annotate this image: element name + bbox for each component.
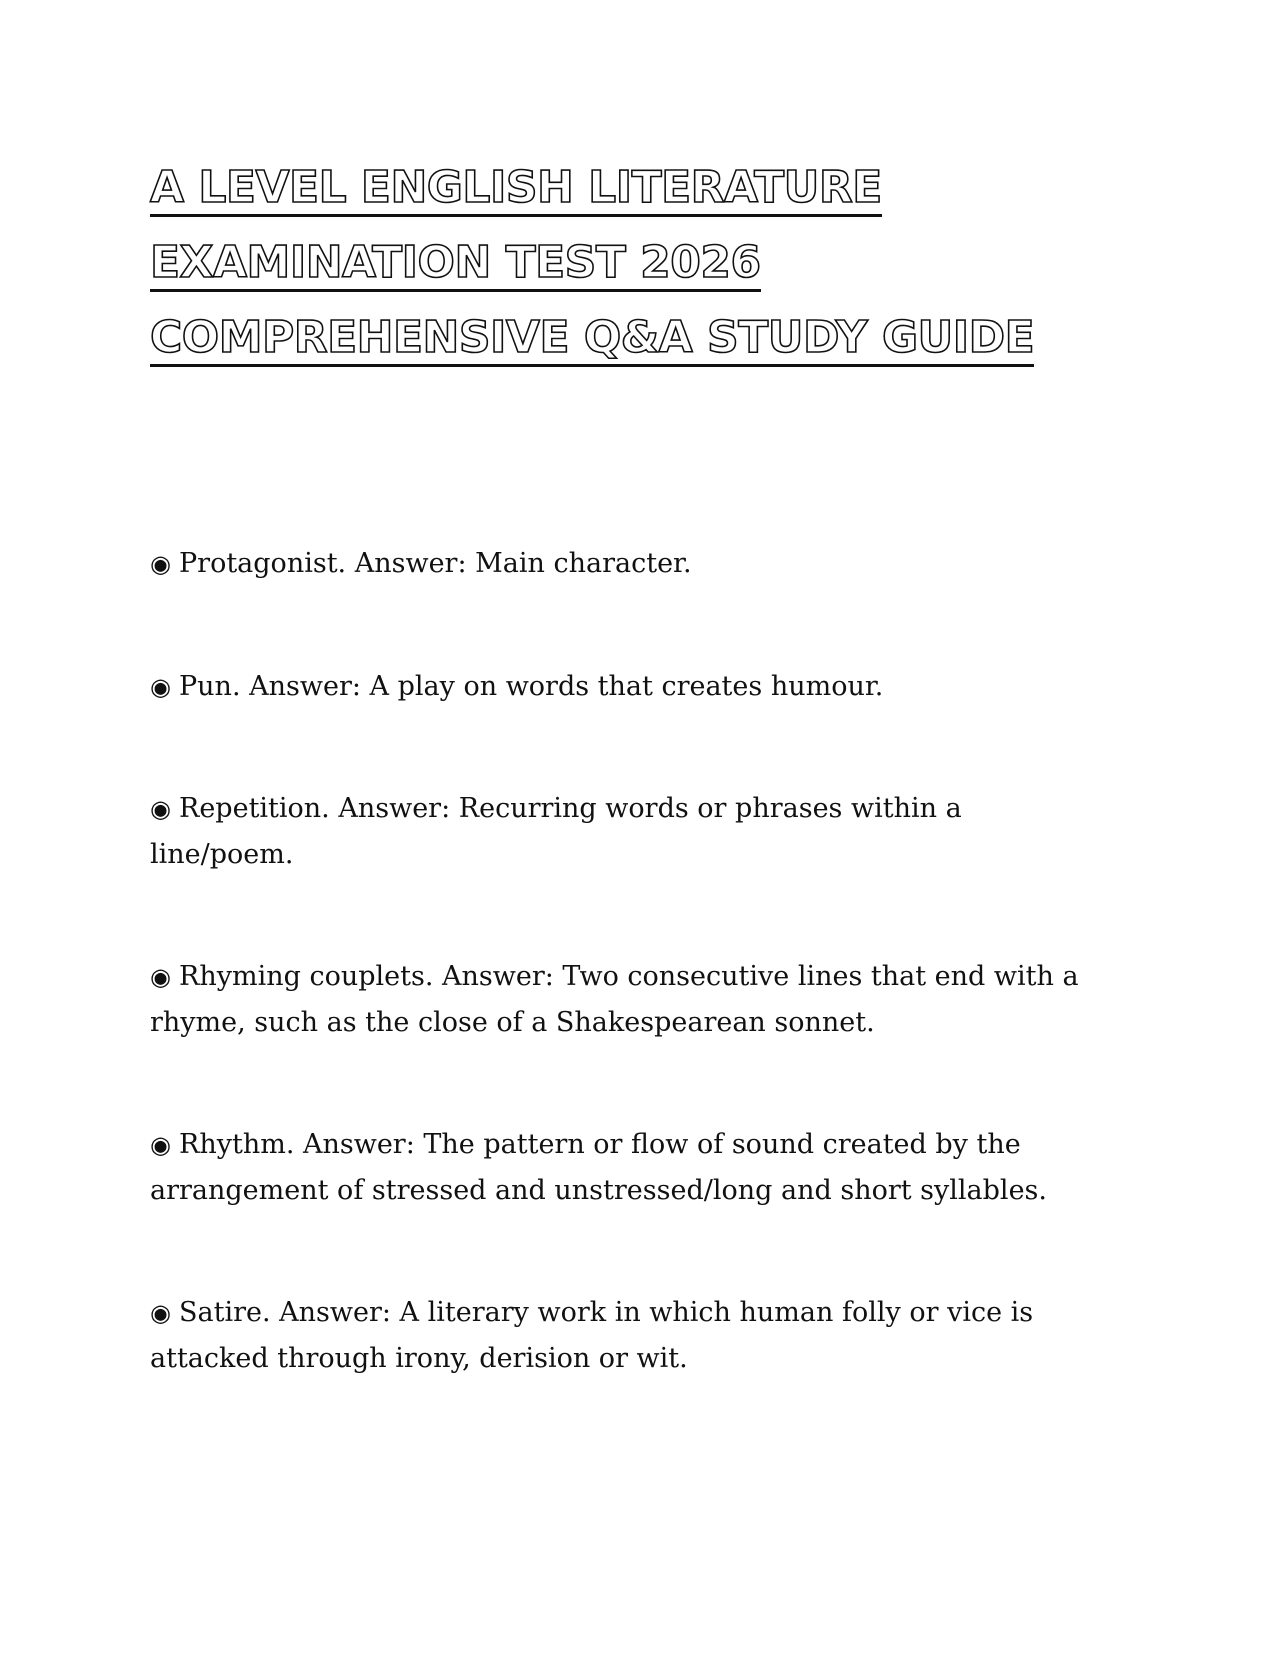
radio-bullet-icon: ◉ [150,795,171,823]
title-line: A LEVEL ENGLISH LITERATURE [150,150,1150,225]
qa-text: Repetition. Answer: Recurring words or phrases within a line/poem. [150,793,962,870]
qa-item [150,1122,1110,1214]
radio-bullet-icon: ◉ [150,550,171,578]
qa-text: Pun. Answer: A play on words that creates humour. [179,671,884,702]
qa-item [150,954,1110,1046]
qa-item [150,664,1110,710]
qa-item [150,786,1110,878]
qa-text: Satire. Answer: A literary work in which human folly or vice is attacked through irony, derision or wit. [150,1297,1034,1374]
radio-bullet-icon: ◉ [150,1131,171,1159]
qa-text: Protagonist. Answer: Main character. [179,548,692,579]
title-line: COMPREHENSIVE Q&A STUDY GUIDE [150,300,1150,375]
qa-text: Rhyming couplets. Answer: Two consecutive lines that end with a rhyme, such as the close of a Shakespearean sonnet. [150,961,1079,1038]
radio-bullet-icon: ◉ [150,1299,171,1327]
qa-list [150,541,1110,1382]
qa-text: Rhythm. Answer: The pattern or flow of sound created by the arrangement of stressed and unstressed/long and short syllables. [150,1129,1047,1206]
qa-item [150,1290,1110,1382]
qa-item [150,541,1110,587]
radio-bullet-icon: ◉ [150,963,171,991]
title-line: EXAMINATION TEST 2026 [150,225,1150,300]
radio-bullet-icon: ◉ [150,673,171,701]
document-title [150,150,1150,375]
